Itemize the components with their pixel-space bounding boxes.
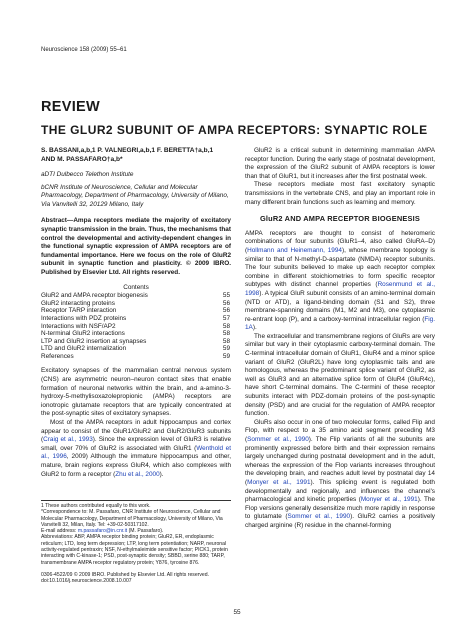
- text-run: Most of the AMPA receptors in adult hippocampus and cortex appear to consist of the GluR1/GluR2 and GluR2/GluR3 subunits (: [41, 419, 231, 444]
- affiliation-b-text: bCNR Institute of Neuroscience, Cellular and Molecular Pharmacology, Department of Pharmacology, University of Milano, Via Vanvitelli 32, 20129 Milano, Italy: [41, 183, 229, 208]
- citation-link[interactable]: Monyer et al., 1991: [247, 478, 311, 486]
- toc-entry-label: GluR2 interacting proteins: [41, 299, 115, 307]
- text-run: (M. Passafaro).: [127, 528, 164, 535]
- text-run: , 2009) Although the immature hippocampus and other, mature, brain regions express GluR4, which also complexes with GluR2 to form a receptor (: [41, 453, 231, 478]
- toc-entry-page: 58: [222, 322, 230, 330]
- contents-heading: Contents: [123, 283, 149, 291]
- footnote-abbreviations: Abbreviations: ABP, AMPA receptor binding protein; GluR2, ER, endoplasmic reticulum; LTD, long term depression; LTP, long term potentiation; NARP, neuronal activity-regulated pentraxin; NSF, N-ethylmaleimide sensitive factor; PICK1, protein interacting with C-kinase-1; PSD, post-synaptic density; SBBD, serine 880; TARP, transmembrane AMPA receptor regulatory protein; Y876, tyrosine 876.: [41, 534, 228, 566]
- text-run: ). The Flip variants of all the subunits are prominently expressed before birth and their expression remains largely unchanged during postnatal development and in the adult, whereas the expression of the Flop variants increases throughout the developing brain, and reaches adult level by postnatal day 14 (: [245, 436, 436, 486]
- citation-link[interactable]: Sommer et al., 1990: [247, 436, 309, 443]
- toc-row[interactable]: [41, 330, 231, 338]
- toc-row[interactable]: [41, 315, 231, 323]
- right-column: [245, 147, 435, 531]
- toc-entry-label: LTD and GluR2 internalization: [41, 345, 127, 353]
- toc-row[interactable]: [41, 292, 231, 300]
- author-list: [41, 146, 231, 164]
- article-title: THE GLUR2 SUBUNIT OF AMPA RECEPTORS: SYNAPTIC ROLE: [41, 123, 428, 137]
- toc-entry-label: GluR2 and AMPA receptor biogenesis: [41, 292, 148, 300]
- email-link[interactable]: m.passafaro@in.cnr.it: [77, 528, 128, 535]
- left-paragraph-2: [41, 419, 231, 479]
- text-run: ). Since the expression level of GluR3 is relative small, over 70% of GluR2 is associated with GluR1 (: [41, 436, 231, 452]
- left-column: [41, 146, 231, 479]
- affiliation-b: [41, 184, 231, 210]
- toc-row[interactable]: [41, 353, 231, 361]
- toc-row[interactable]: [41, 345, 231, 353]
- article-type-label: REVIEW: [41, 99, 100, 115]
- abstract: Abstract—Ampa receptors mediate the majority of excitatory synaptic transmission in the brain. Thus, the mechanisms that control the developmental and activity-dependent changes in the functional synaptic expression of AMPA receptors are of fundamental importance. Here we focus on the role of GluR2 subunit in synaptic function and plasticity. © 2009 IBRO. Published by Elsevier Ltd. All rights reserved.: [41, 217, 231, 276]
- footnote-equal-contribution: 1 These authors contributed equally to this work.: [41, 503, 151, 509]
- page-number: 55: [233, 609, 241, 616]
- toc-entry-label: LTP and GluR2 insertion at synapses: [41, 337, 147, 345]
- text-run: ). A typical GluR subunit consists of an amino-terminal domain (NTD or ATD), a ligand-binding domain (S1 and S2), three membrane-spanning domains (M1, M2 and M3), one cytoplasmic re-entrant loop (P), and a carboxy-terminal intracellular region (: [245, 289, 435, 323]
- right-paragraph-3: [245, 230, 435, 333]
- journal-citation: Neuroscience 158 (2009) 55–61: [41, 47, 127, 53]
- toc-entry-page: 55: [222, 292, 230, 300]
- text-run: GluRs also occur in one of two molecular forms, called Flip and Flop, with respect to a 35 amino acid segment preceding M3 (: [245, 418, 435, 443]
- text-run: AMPA receptors are thought to consist of heteromeric combinations of four subunits (GluR1–4, also called GluRA–D) (: [245, 229, 435, 254]
- copyright-doi: 0306-4522/09 © 2009 IBRO. Published by Elsevier Ltd. All rights reserved. doi:10.1016/j.neuroscience.2008.10.007: [41, 571, 209, 585]
- footnotes: [41, 500, 231, 585]
- toc-entry-label: Receptor TARP interaction: [41, 307, 117, 315]
- toc-entry-page: 56: [222, 299, 230, 307]
- toc-entry-label: Interactions with PDZ proteins: [41, 314, 127, 322]
- citation-link[interactable]: Hollmann and Heinemann, 1994: [247, 246, 342, 254]
- right-paragraph-5: [245, 419, 435, 531]
- table-of-contents: [41, 292, 231, 360]
- text-run: ).: [252, 324, 257, 332]
- toc-row[interactable]: [41, 338, 231, 346]
- affiliation-a: [41, 171, 231, 180]
- left-paragraph-1: Excitatory synapses of the mammalian central nervous system (CNS) are asymmetric neuron–neuron contact sites that enable formation of neuronal networks within the brain, and a-amino-3-hydroxy-5-methylisoxazolepropionic (AMPA) receptors are ionotropic glutamate receptors that are typically concentrated at the post-synaptic sites of excitatory synapses.: [41, 367, 231, 418]
- toc-entry-page: 58: [222, 337, 230, 345]
- affiliation-a-text: aDTI Dulbecco Telethon Institute: [41, 171, 134, 178]
- toc-row[interactable]: [41, 300, 231, 308]
- email-label: E-mail address:: [41, 528, 78, 535]
- citation-link[interactable]: Wenthold et al., 1996: [41, 444, 231, 461]
- text-run: ).: [159, 470, 164, 478]
- citation-link[interactable]: Monyer et al., 1991: [360, 496, 418, 504]
- toc-entry-label: References: [41, 352, 74, 360]
- citation-link[interactable]: Zhu et al., 2000: [115, 470, 160, 478]
- citation-link[interactable]: Sommer et al., 1990: [287, 513, 351, 521]
- text-run: ). GluR2 carries a positively charged arginine (R) residue in the channel-forming: [245, 513, 435, 529]
- section-heading: GluR2 AND AMPA RECEPTOR BIOGENESIS: [259, 214, 421, 224]
- authors-line-1: S. BASSANI,a,b,1 P. VALNEGRI,a,b,1 F. BERETTA†a,b,1: [41, 147, 214, 154]
- toc-entry-page: 59: [222, 345, 230, 353]
- text-run: ). The Flop versions generally desensitize much more rapidly in response to glutamate (: [245, 496, 435, 521]
- citation-link[interactable]: Craig et al., 1993: [43, 436, 93, 444]
- toc-entry-page: 57: [222, 314, 230, 322]
- citation-link[interactable]: Rosenmund et al., 1998: [245, 281, 435, 297]
- toc-row[interactable]: [41, 323, 231, 331]
- toc-entry-page: 56: [222, 307, 230, 315]
- right-paragraph-4: The extracellular and transmembrane regions of GluRs are very similar but vary in their cytoplasmic carboxy-terminal domain. The C-terminal intracellular domain of GluR1, GluR4 and a minor splice variant of GluR2 (GluR2L) have long cytoplasmic tails and are homologous, whereas the predominant splice variant of GluR2, as well as GluR3 and an alternative splice form of GluR4 (GluR4c), have short C-terminal domains. The C-termini of these receptor subunits interact with PDZ-domain proteins of the post-synaptic density (PSD) and are crucial for the regulation of AMPA receptor function.: [245, 332, 435, 418]
- toc-row[interactable]: [41, 307, 231, 315]
- figure-link[interactable]: Fig. 1A: [245, 315, 435, 332]
- authors-line-2: AND M. PASSAFARO†a,b*: [41, 156, 123, 163]
- footnote-correspondence: *Correspondence to: M. Passafaro, CNR Institute of Neuroscience, Cellular and Molecular Pharmacology, Department of Pharmacology, University of Milano, Via Vanvitelli 32, Milan, Italy. Tel: +39-02-50317102.: [41, 509, 223, 528]
- right-paragraph-2: These receptors mediate most fast excitatory synaptic transmissions in the vertebrate CNS, and play an important role in many different brain functions such as learning and memory.: [245, 181, 435, 206]
- text-run: ), whose membrane topology is similar to that of N-methyl-D-aspartate (NMDA) receptor subunits. The four subunits believed to make up each receptor complex combine in different stoichiometries to form specific receptor subtypes with distinct channel properties (: [245, 246, 435, 289]
- toc-entry-page: 59: [222, 352, 230, 360]
- toc-entry-label: Interactions with NSF/AP2: [41, 322, 116, 330]
- right-paragraph-1: GluR2 is a critical subunit in determining mammalian AMPA receptor function. During the early stage of postnatal development, the expression of the GluR2 subunit of AMPA receptors is lower than that of GluR1, but it increases after the first postnatal week.: [245, 147, 435, 180]
- toc-entry-label: N-terminal GluR2 interactions: [41, 330, 125, 338]
- text-run: ). This splicing event is regulated both developmentally and regionally, and influences the channel's pharmacological and kinetic properties (: [245, 478, 435, 504]
- toc-entry-page: 58: [222, 330, 230, 338]
